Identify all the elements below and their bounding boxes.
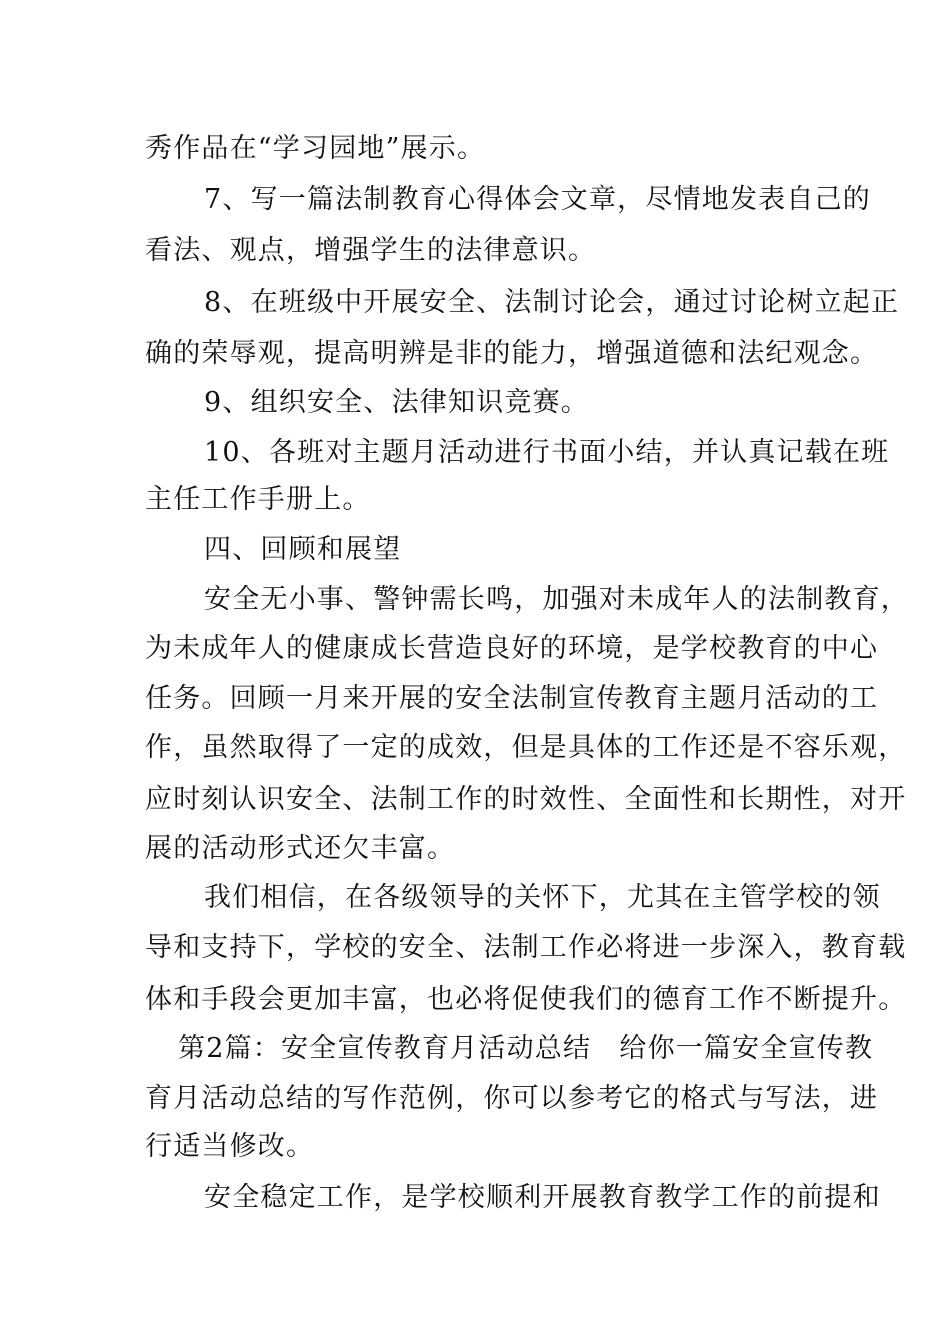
text-line: 行适当修改。 [145, 1131, 315, 1162]
text-line: 确的荣辱观，提高明辨是非的能力，增强道德和法纪观念。 [145, 338, 879, 369]
text-line: 导和支持下，学校的安全、法制工作必将进一步深入，教育载 [145, 932, 907, 963]
text-line: 7、写一篇法制教育心得体会文章，尽情地发表自己的 [204, 184, 871, 215]
text-line: 主任工作手册上。 [145, 484, 371, 515]
text-line: 任务。回顾一月来开展的安全法制宣传教育主题月活动的工 [145, 683, 879, 714]
text-line: 育月活动总结的写作范例，你可以参考它的格式与写法，进 [145, 1083, 879, 1114]
text-line: 体和手段会更加丰富，也必将促使我们的德育工作不断提升。 [145, 984, 907, 1015]
article-title-line: 第2篇：安全宣传教育月活动总结 给你一篇安全宣传教 [178, 1033, 874, 1064]
section-heading: 四、回顾和展望 [204, 534, 402, 565]
text-line: 我们相信，在各级领导的关怀下，尤其在主管学校的领 [204, 882, 881, 913]
text-line: 看法、观点，增强学生的法律意识。 [145, 235, 597, 266]
text-line: 8、在班级中开展安全、法制讨论会，通过讨论树立起正 [204, 287, 900, 318]
text-line: 为未成年人的健康成长营造良好的环境，是学校教育的中心 [145, 633, 879, 664]
text-line: 作，虽然取得了一定的成效，但是具体的工作还是不容乐观， [145, 732, 907, 763]
text-line: 安全稳定工作，是学校顺利开展教育教学工作的前提和 [204, 1182, 881, 1213]
text-line: 9、组织安全、法律知识竞赛。 [204, 387, 589, 418]
text-line: 10、各班对主题月活动进行书面小结，并认真记载在班 [204, 437, 890, 468]
text-line: 安全无小事、警钟需长鸣，加强对未成年人的法制教育， [204, 584, 909, 615]
text-line: 展的活动形式还欠丰富。 [145, 833, 456, 864]
text-line: 秀作品在“学习园地”展示。 [145, 133, 486, 164]
text-line: 应时刻认识安全、法制工作的时效性、全面性和长期性，对开 [145, 784, 907, 815]
